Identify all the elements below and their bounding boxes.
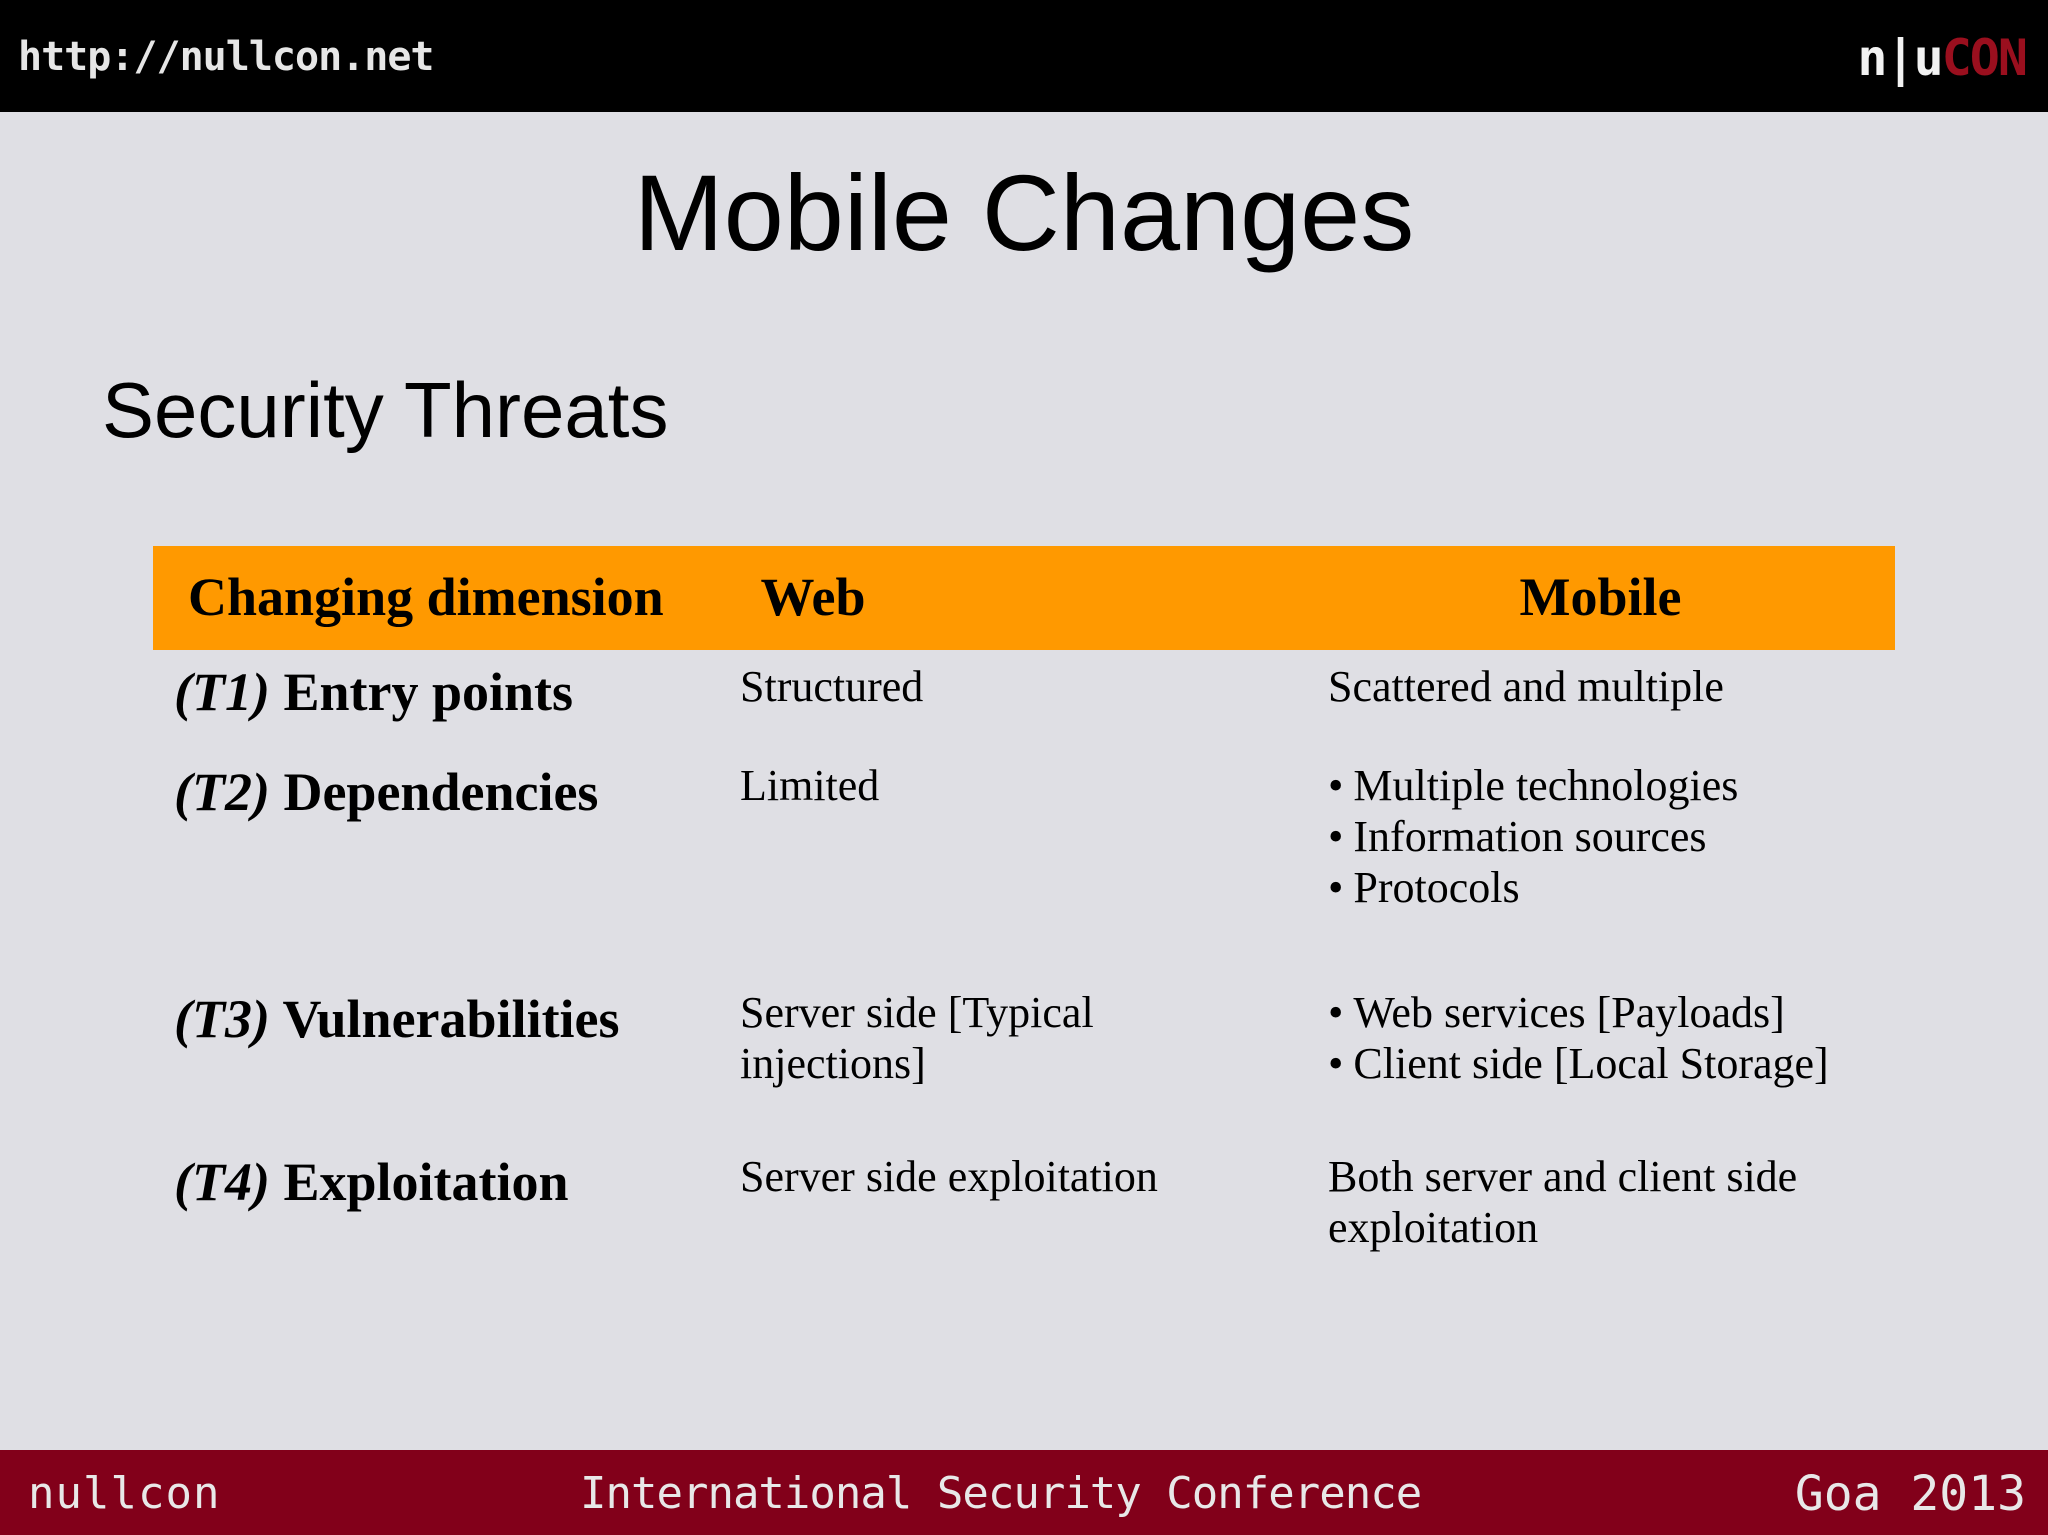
mobile-line: exploitation — [1328, 1203, 1539, 1252]
dimension-code: (T2) — [174, 762, 270, 822]
slide-subtitle: Security Threats — [102, 366, 669, 454]
web-line: Server side [Typical — [740, 988, 1094, 1037]
mobile-cell-t4 — [1328, 1151, 1797, 1253]
dimension-code: (T4) — [174, 1152, 270, 1212]
bullet-item: • Web services [Payloads] — [1328, 987, 1829, 1038]
header-mobile: Mobile — [1519, 567, 1682, 627]
dimension-t4 — [174, 1150, 569, 1214]
dimension-t2 — [174, 760, 598, 824]
footer-bar — [0, 1450, 2048, 1535]
slide-title: Mobile Changes — [633, 152, 1415, 273]
bullet-item: • Multiple technologies — [1328, 760, 1738, 811]
mobile-cell-t2 — [1328, 760, 1738, 913]
table-header-row — [153, 546, 1895, 650]
web-cell-t1: Structured — [740, 662, 924, 711]
dimension-label: Dependencies — [283, 762, 599, 822]
web-cell-t4: Server side exploitation — [740, 1152, 1158, 1201]
bullet-item: • Protocols — [1328, 862, 1738, 913]
mobile-cell-t1: Scattered and multiple — [1328, 662, 1724, 711]
dimension-t3 — [174, 987, 620, 1051]
dimension-label: Vulnerabilities — [282, 989, 620, 1049]
bullet-item: • Client side [Local Storage] — [1328, 1038, 1829, 1089]
dimension-label: Exploitation — [283, 1152, 569, 1212]
header-web: Web — [760, 567, 866, 627]
web-cell-t3 — [740, 987, 1094, 1089]
top-bar — [0, 0, 2048, 112]
mobile-line: Both server and client side — [1328, 1152, 1798, 1201]
header-url: http://nullcon.net — [18, 34, 434, 80]
dimension-code: (T3) — [174, 989, 270, 1049]
nullcon-logo — [1857, 28, 2026, 88]
web-line: injections] — [740, 1039, 926, 1088]
bullet-item: • Information sources — [1328, 811, 1738, 862]
footer-brand: nullcon — [28, 1468, 221, 1519]
footer-conference: International Security Conference — [580, 1468, 1422, 1519]
web-cell-t2: Limited — [740, 761, 880, 810]
mobile-cell-t3 — [1328, 987, 1829, 1089]
dimension-label: Entry points — [283, 662, 574, 722]
dimension-code: (T1) — [174, 662, 270, 722]
logo-part-2: CON — [1941, 29, 2026, 87]
dimension-t1 — [174, 660, 573, 724]
footer-location-year: Goa 2013 — [1794, 1466, 2026, 1522]
logo-part-1: n|u — [1857, 29, 1942, 87]
header-changing-dimension: Changing dimension — [188, 567, 664, 627]
